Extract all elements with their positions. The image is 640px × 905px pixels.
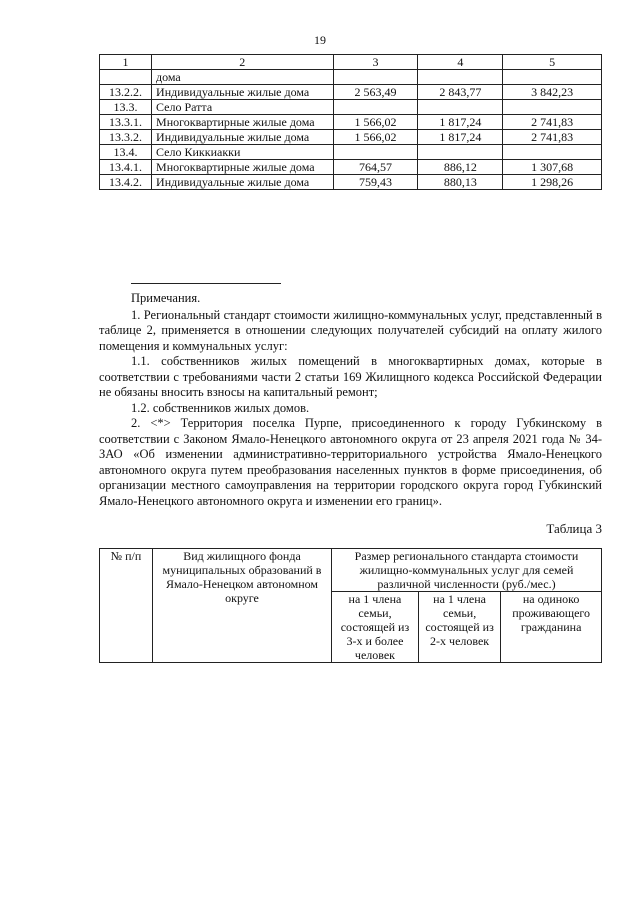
- cost-3plus: [333, 70, 418, 85]
- cost-single: 2 741,83: [503, 130, 602, 145]
- cost-2: 1 817,24: [418, 115, 503, 130]
- cost-2: [418, 100, 503, 115]
- housing-type: Индивидуальные жилые дома: [152, 175, 334, 190]
- table-row: [100, 85, 602, 100]
- row-number: 13.3.: [100, 100, 152, 115]
- cost-single: 1 307,68: [503, 160, 602, 175]
- cost-single: 3 842,23: [503, 85, 602, 100]
- sub-header-single: на одиноко проживающего гражданина: [501, 592, 602, 663]
- table-row: [100, 70, 602, 85]
- cost-single: [503, 100, 602, 115]
- housing-type: Многоквартирные жилые дома: [152, 115, 334, 130]
- col-group-header: Размер регионального стандарта стоимости жилищно-коммунальных услуг для семей различной численности (руб./мес.): [332, 549, 602, 592]
- row-number: [100, 70, 152, 85]
- sub-header-3plus: на 1 члена семьи, состоящей из 3-х и более человек: [332, 592, 419, 663]
- note-1-2: 1.2. собственников жилых домов.: [131, 400, 310, 415]
- cost-single: 2 741,83: [503, 115, 602, 130]
- cost-2: [418, 70, 503, 85]
- row-number: 13.2.2.: [100, 85, 152, 100]
- note-1: 1. Региональный стандарт стоимости жилищно-коммунальных услуг, представленный в таблице 2, применяется в отношении следующих получателей субсидий на оплату жилого помещения и коммунальных услуг:: [99, 307, 602, 353]
- table-row: [100, 160, 602, 175]
- row-number: 13.3.1.: [100, 115, 152, 130]
- footnote-separator: [131, 283, 281, 284]
- cost-3plus: [333, 145, 418, 160]
- table-row: [100, 130, 602, 145]
- cost-2: 880,13: [418, 175, 503, 190]
- notes-section: [99, 291, 602, 509]
- header-cell: 1: [100, 55, 152, 70]
- table-row: [100, 175, 602, 190]
- page-number: 19: [314, 33, 326, 47]
- housing-type: дома: [152, 70, 334, 85]
- note-2: 2. <*> Территория поселка Пурпе, присоединенного к городу Губкинскому в соответствии с Законом Ямало-Ненецкого автономного округа от 23 апреля 2021 года № 34-ЗАО «Об изменении административно-территориального устройства Ямало-Ненецкого автономного округа путем преобразования населенных пунктов в форме присоединения, об организации местного самоуправления на территории городского округа город Губкинский Ямало-Ненецкого автономного округа и изменении его границ».: [99, 416, 602, 508]
- table-header-row: [100, 549, 602, 592]
- row-number: 13.4.2.: [100, 175, 152, 190]
- cost-2: 1 817,24: [418, 130, 503, 145]
- cost-2: 2 843,77: [418, 85, 503, 100]
- table-row: [100, 115, 602, 130]
- cost-2: [418, 145, 503, 160]
- standard-cost-table-3: [99, 548, 602, 663]
- cost-3plus: 1 566,02: [333, 115, 418, 130]
- housing-type: Село Киккиакки: [152, 145, 334, 160]
- header-cell: 3: [333, 55, 418, 70]
- header-cell: 2: [152, 55, 334, 70]
- cost-3plus: 2 563,49: [333, 85, 418, 100]
- row-number: 13.3.2.: [100, 130, 152, 145]
- cost-3plus: [333, 100, 418, 115]
- standard-cost-table-2: [99, 54, 602, 190]
- housing-type: Индивидуальные жилые дома: [152, 85, 334, 100]
- note-1-1: 1.1. собственников жилых помещений в многоквартирных домах, которые в соответствии с требованиями части 2 статьи 169 Жилищного кодекса Российской Федерации не обязаны вносить взносы на капитальный ремонт;: [99, 354, 602, 399]
- cost-3plus: 759,43: [333, 175, 418, 190]
- cost-single: 1 298,26: [503, 175, 602, 190]
- cost-3plus: 764,57: [333, 160, 418, 175]
- sub-header-2: на 1 члена семьи, состоящей из 2-х человек: [418, 592, 500, 663]
- row-number: 13.4.: [100, 145, 152, 160]
- housing-type: Многоквартирные жилые дома: [152, 160, 334, 175]
- header-cell: 4: [418, 55, 503, 70]
- table-3-caption: Таблица 3: [546, 521, 602, 536]
- col-housing-type-header: Вид жилищного фонда муниципальных образований в Ямало-Ненецком автономном округе: [153, 549, 332, 663]
- row-number: 13.4.1.: [100, 160, 152, 175]
- cost-2: 886,12: [418, 160, 503, 175]
- table-row: [100, 145, 602, 160]
- housing-type: Индивидуальные жилые дома: [152, 130, 334, 145]
- header-cell: 5: [503, 55, 602, 70]
- cost-single: [503, 70, 602, 85]
- notes-heading: Примечания.: [131, 291, 201, 305]
- cost-single: [503, 145, 602, 160]
- cost-3plus: 1 566,02: [333, 130, 418, 145]
- table-header-row: [100, 55, 602, 70]
- table-row: [100, 100, 602, 115]
- housing-type: Село Ратта: [152, 100, 334, 115]
- col-number-header: № п/п: [100, 549, 153, 663]
